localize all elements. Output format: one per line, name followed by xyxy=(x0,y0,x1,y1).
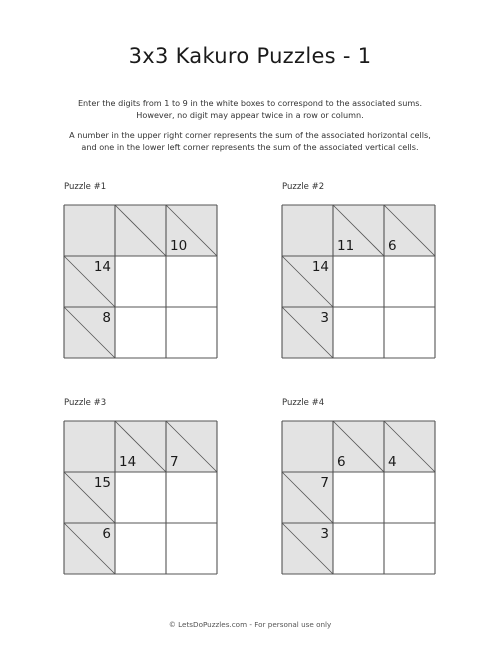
answer-cell[interactable] xyxy=(334,257,383,306)
kakuro-grid xyxy=(64,421,217,574)
column-sum-clue-2: 7 xyxy=(170,454,179,470)
clue-cell xyxy=(282,205,333,256)
row-sum-clue: 15 xyxy=(93,475,111,491)
row-sum-clue: 7 xyxy=(320,475,329,491)
answer-cell[interactable] xyxy=(116,473,165,522)
instruction-line: Enter the digits from 1 to 9 in the white boxes to correspond to the associated sums. xyxy=(77,98,423,108)
puzzle-label: Puzzle #2 xyxy=(282,182,325,192)
answer-cell[interactable] xyxy=(116,524,165,573)
row-sum-clue: 14 xyxy=(311,259,329,275)
kakuro-grid xyxy=(64,205,217,358)
clue-cell xyxy=(64,421,115,472)
column-sum-clue-2: 10 xyxy=(170,238,188,254)
answer-cell[interactable] xyxy=(167,473,216,522)
instructions-paragraph-2 xyxy=(40,130,460,153)
answer-cell[interactable] xyxy=(116,257,165,306)
puzzle-label: Puzzle #4 xyxy=(282,398,325,408)
instruction-line: and one in the lower left corner represents the sum of the associated vertical cells. xyxy=(81,141,419,152)
row-sum-clue: 8 xyxy=(102,310,111,326)
instructions-paragraph-1 xyxy=(40,98,460,121)
column-sum-clue-2: 4 xyxy=(388,454,397,470)
page-title: 3x3 Kakuro Puzzles - 1 xyxy=(128,44,372,68)
answer-cell[interactable] xyxy=(334,473,383,522)
instruction-line: A number in the upper right corner represents the sum of the associated horizontal cells, xyxy=(69,130,431,140)
footer-copyright: © LetsDoPuzzles.com - For personal use only xyxy=(168,620,332,629)
puzzle-label: Puzzle #3 xyxy=(64,398,107,408)
answer-cell[interactable] xyxy=(385,524,434,573)
puzzle-label: Puzzle #1 xyxy=(64,182,107,192)
answer-cell[interactable] xyxy=(385,308,434,357)
column-sum-clue: 11 xyxy=(337,238,355,254)
instructions xyxy=(40,98,460,162)
answer-cell[interactable] xyxy=(167,524,216,573)
clue-cell xyxy=(64,205,115,256)
row-sum-clue: 3 xyxy=(320,526,329,542)
instruction-line: However, no digit may appear twice in a row or column. xyxy=(136,109,364,120)
column-sum-clue: 6 xyxy=(337,454,346,470)
answer-cell[interactable] xyxy=(334,308,383,357)
answer-cell[interactable] xyxy=(385,473,434,522)
answer-cell[interactable] xyxy=(116,308,165,357)
column-sum-clue-2: 6 xyxy=(388,238,397,254)
answer-cell[interactable] xyxy=(167,308,216,357)
row-sum-clue: 14 xyxy=(93,259,111,275)
clue-cell xyxy=(282,421,333,472)
column-sum-clue: 14 xyxy=(119,454,137,470)
row-sum-clue: 6 xyxy=(102,526,111,542)
row-sum-clue: 3 xyxy=(320,310,329,326)
answer-cell[interactable] xyxy=(385,257,434,306)
kakuro-grid xyxy=(282,205,435,358)
answer-cell[interactable] xyxy=(167,257,216,306)
kakuro-grid xyxy=(282,421,435,574)
answer-cell[interactable] xyxy=(334,524,383,573)
